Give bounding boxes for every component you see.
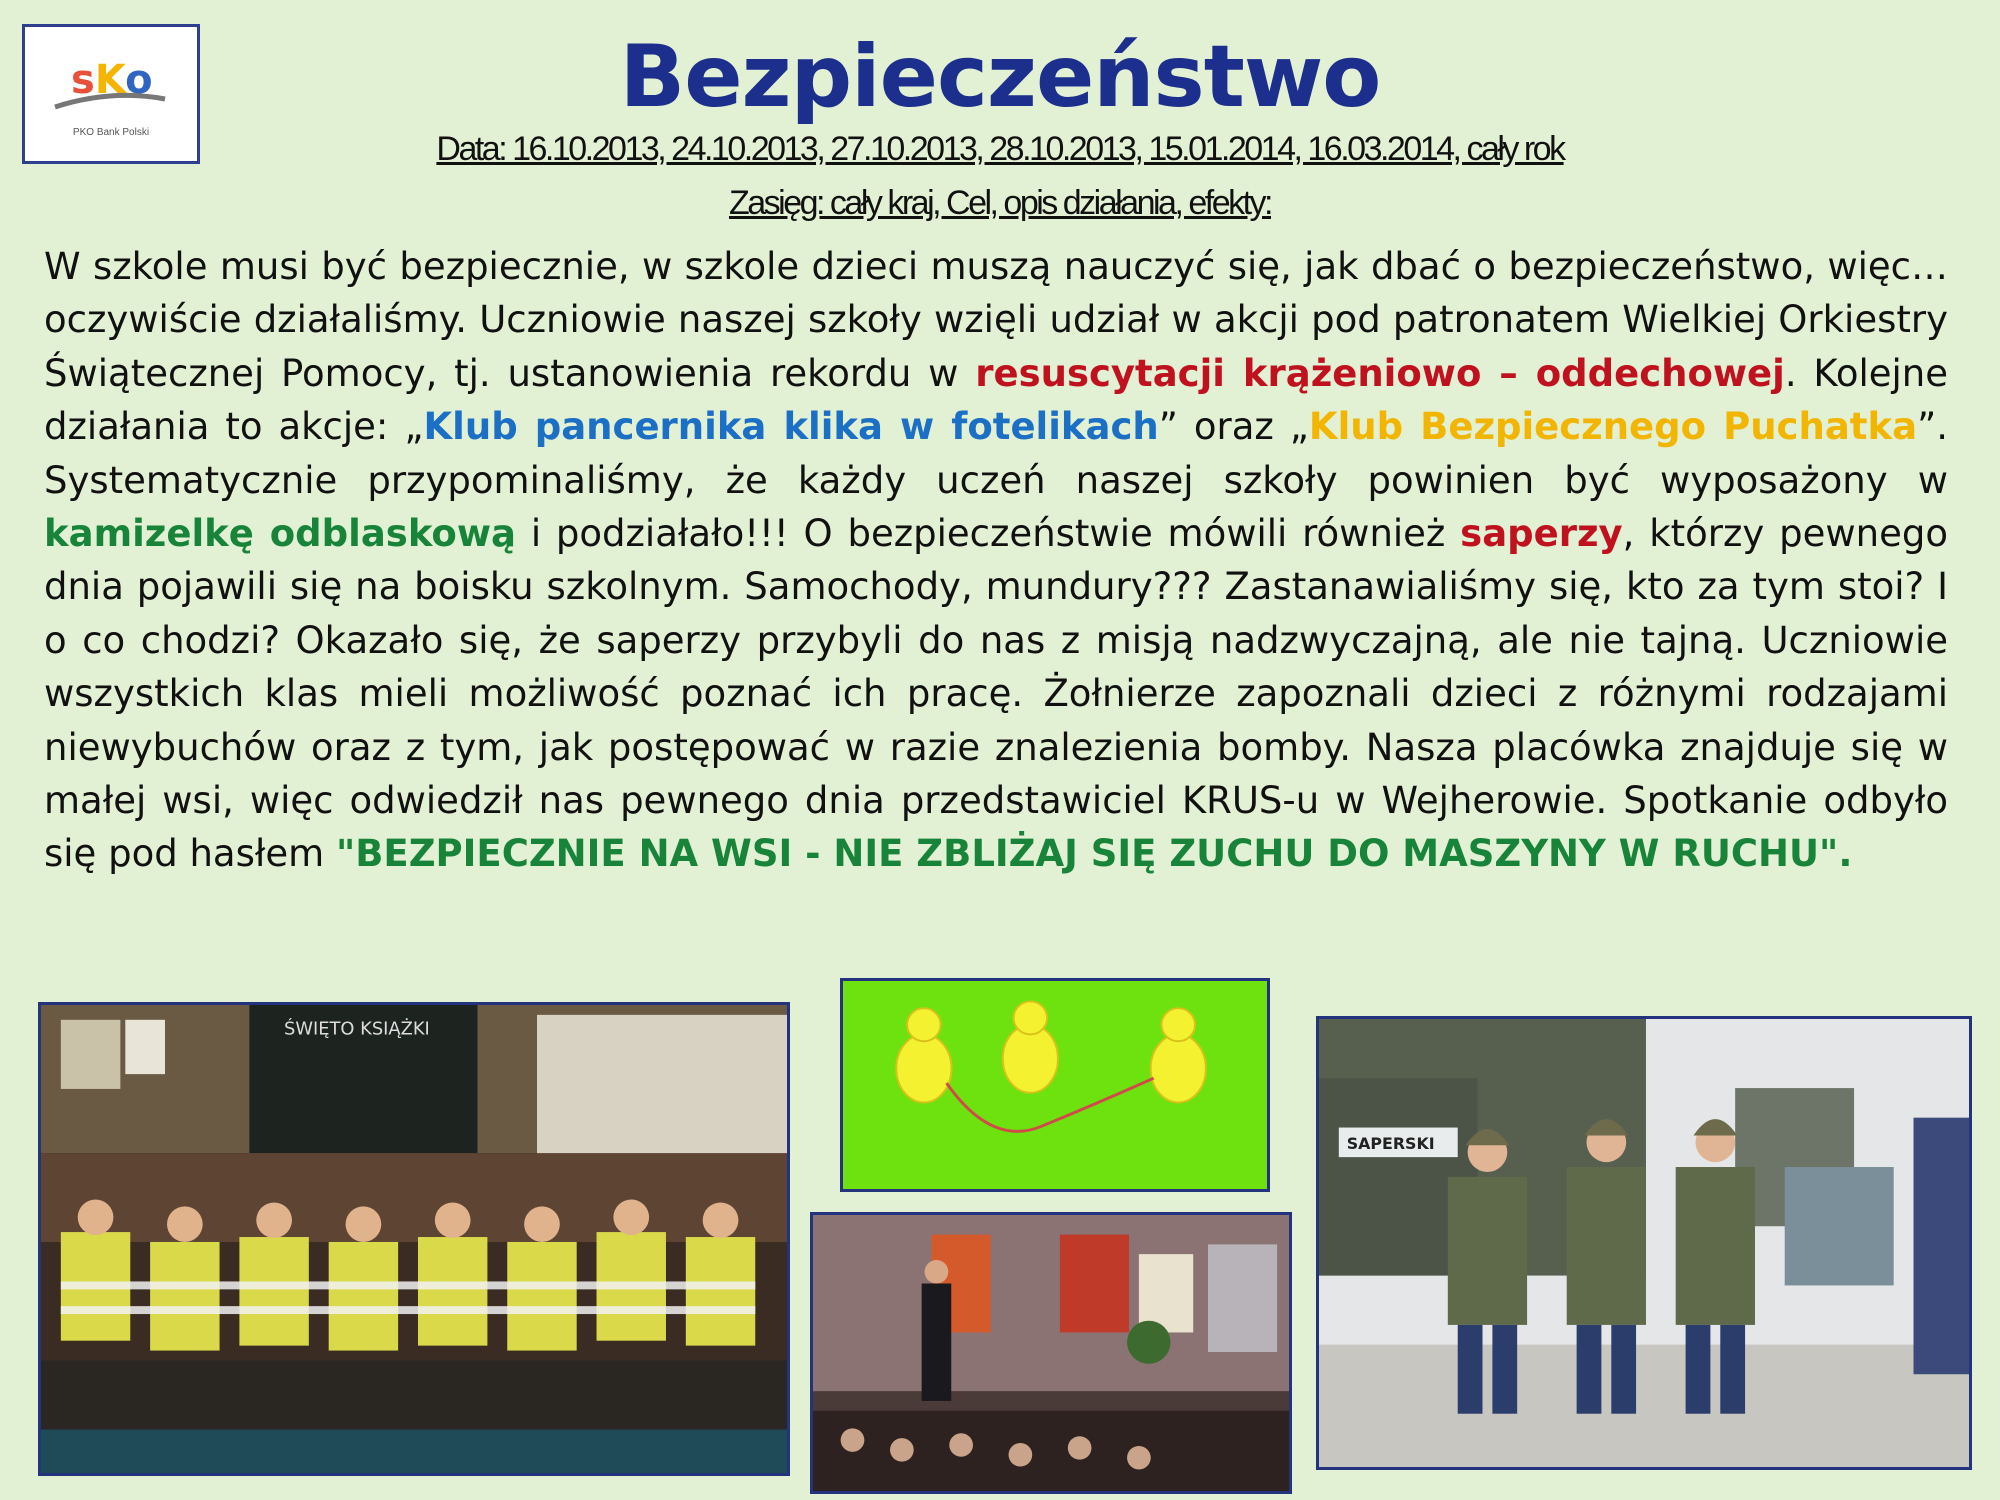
photo-children-reflective-vests bbox=[38, 1002, 790, 1476]
highlight-slogan: "BEZPIECZNIE NA WSI - NIE ZBLIŻAJ SIĘ ZUCHU DO MASZYNY W RUCHU". bbox=[335, 832, 1853, 876]
photo-sappers-visit bbox=[1316, 1016, 1972, 1470]
highlight-saperzy: saperzy bbox=[1460, 512, 1623, 556]
highlight-resuscitation: resuscytacji krążeniowo – oddechowej bbox=[975, 351, 1785, 395]
body-text bbox=[44, 240, 1948, 881]
body-part-1: W szkole musi być bezpiecznie, w szkole dzieci muszą nauczyć się, jak dbać o bezpieczeństwo, więc…oczywiście działaliśmy. Uczniowie naszej szkoły wzięli udział w akcji pod patronatem Wielkiej Orkiestry Świątecznej Pomocy, tj. ustanowienia rekordu w bbox=[44, 245, 1948, 395]
body-part-3: ” oraz „ bbox=[1158, 405, 1309, 449]
sappers-graphic bbox=[1319, 1019, 1969, 1467]
body-part-6: , którzy pewnego dnia pojawili się na boisku szkolnym. Samochody, mundury??? Zastanawialiśmy się, kto za tym stoi? I o co chodzi? Okazało się, że saperzy przybyli do nas z misją nadzwyczajną, ale nie tajną. Uczniowie wszystkich klas mieli możliwość poznać ich pracę. Żołnierze zapoznali dzieci z różnymi rodzajami niewybuchów oraz z tym, jak postępować w razie znalezienia bomby. Nasza placówka znajduje się w małej wsi, więc odwiedził nas pewnego dnia przedstawiciel KRUS-u w Wejherowie. Spotkanie odbyło się pod hasłem bbox=[44, 512, 1948, 876]
sko-logo-letters: sKo bbox=[71, 57, 153, 103]
body-part-5: i podziałało!!! O bezpieczeństwie mówili również bbox=[530, 512, 1446, 556]
classroom-graphic bbox=[813, 1215, 1289, 1491]
page-title: Bezpieczeństwo bbox=[619, 27, 1381, 127]
body-part-4: ”. Systematycznie przypominaliśmy, że każdy uczeń naszej szkoły powinien być wyposażony w bbox=[44, 405, 1948, 502]
date-line: Data: 16.10.2013, 24.10.2013, 27.10.2013, 28.10.2013, 15.01.2014, 16.03.2014, cały rok bbox=[436, 130, 1564, 168]
photo-children-graphic bbox=[41, 1005, 787, 1473]
body-part-2: . Kolejne działania to akcje: „ bbox=[44, 351, 1948, 449]
photo-classroom-presentation bbox=[810, 1212, 1292, 1494]
highlight-klub-pancernika: Klub pancernika klika w fotelikach bbox=[423, 405, 1159, 449]
chicks-graphic bbox=[843, 981, 1267, 1189]
highlight-klub-puchatka: Klub Bezpiecznego Puchatka bbox=[1308, 405, 1918, 449]
hall-board-text: ŚWIĘTO KSIĄŻKI bbox=[284, 1018, 430, 1040]
scope-line: Zasięg: cały kraj, Cel, opis działania, efekty: bbox=[728, 184, 1271, 222]
logo-caption: PKO Bank Polski bbox=[72, 127, 150, 138]
highlight-kamizelka: kamizelkę odblaskową bbox=[44, 512, 516, 556]
truck-text: SAPERSKI bbox=[1346, 1134, 1435, 1154]
photo-chicks-drawing bbox=[840, 978, 1270, 1192]
